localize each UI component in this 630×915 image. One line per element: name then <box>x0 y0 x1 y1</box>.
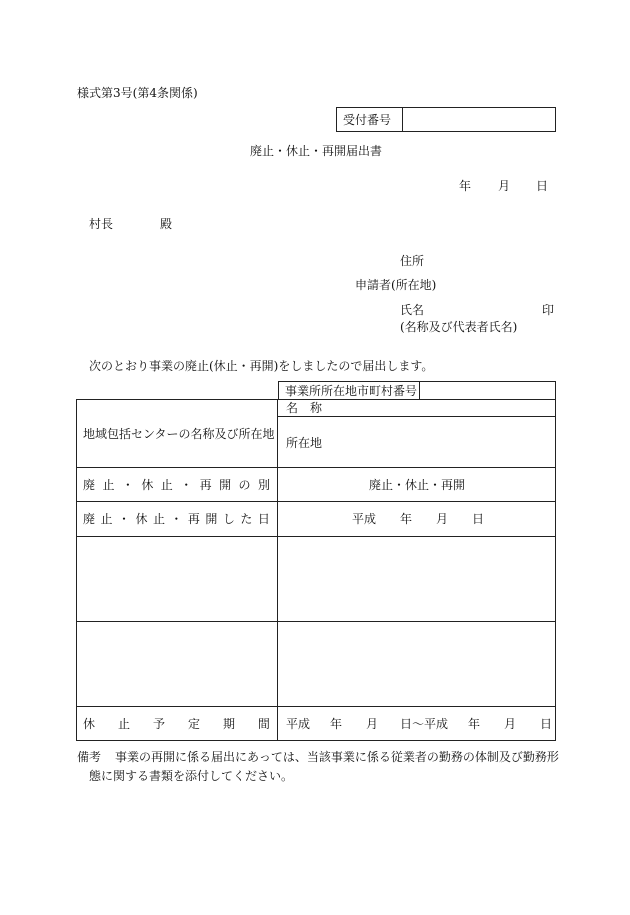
type-label-char: の <box>238 478 251 492</box>
date-label-char: し <box>222 512 235 526</box>
reception-number-box <box>336 107 556 132</box>
date-day[interactable]: 日 <box>472 512 485 526</box>
row-separator-4 <box>76 621 556 622</box>
pause-year-start[interactable]: 年 <box>330 717 343 731</box>
seal-mark: 印 <box>542 303 555 317</box>
type-label-char: 再 <box>199 478 212 492</box>
date-day-label: 日 <box>536 179 549 193</box>
date-label-char: ・ <box>117 512 130 526</box>
remarks-line-2: 態に関する書類を添付してください。 <box>89 769 294 783</box>
pause-label-char: 止 <box>117 717 130 731</box>
pause-label-char: 期 <box>222 717 235 731</box>
date-label-char: 止 <box>100 512 113 526</box>
pause-month-start[interactable]: 月 <box>366 717 379 731</box>
name-row-separator <box>277 416 556 417</box>
type-label-char: ・ <box>121 478 134 492</box>
table-column-divider <box>277 399 278 741</box>
date-label-char: 開 <box>205 512 218 526</box>
pause-label-char: 予 <box>152 717 165 731</box>
center-location-label: 所在地 <box>286 436 323 450</box>
pause-era-start[interactable]: 平成 <box>286 717 311 731</box>
applicant-label: 申請者(所在地) <box>355 278 437 292</box>
remarks-label: 備考 <box>77 750 102 764</box>
reception-number-label: 受付番号 <box>343 113 392 127</box>
name-note: (名称及び代表者氏名) <box>400 320 518 334</box>
date-label-char: 止 <box>152 512 165 526</box>
name-label: 氏名 <box>400 303 425 317</box>
row-separator-3 <box>76 536 556 537</box>
address-label: 住所 <box>400 254 425 268</box>
form-number: 様式第3号(第4条関係) <box>77 86 198 100</box>
date-month[interactable]: 月 <box>436 512 449 526</box>
pause-year-end[interactable]: 年 <box>468 717 481 731</box>
row-separator-1 <box>76 467 556 468</box>
date-era[interactable]: 平成 <box>352 512 377 526</box>
pause-day-end[interactable]: 日 <box>540 717 553 731</box>
type-label-char: 廃 <box>83 478 96 492</box>
date-label-char: 廃 <box>83 512 96 526</box>
document-title: 廃止・休止・再開届出書 <box>250 144 383 158</box>
date-label-char: た <box>240 512 253 526</box>
type-label-char: 別 <box>257 478 270 492</box>
row-separator-2 <box>76 501 556 502</box>
date-label-char: 日 <box>257 512 270 526</box>
remarks-line-1: 事業の再開に係る届出にあっては、当該事業に係る従業者の勤務の体制及び勤務形 <box>115 750 559 764</box>
date-label-char: ・ <box>170 512 183 526</box>
type-label-char: 止 <box>102 478 115 492</box>
pause-label-char: 休 <box>83 717 96 731</box>
pause-label <box>83 717 270 731</box>
date-year[interactable]: 年 <box>400 512 413 526</box>
municipality-number-divider <box>419 382 420 399</box>
center-label: 地域包括センターの名称及び所在地 <box>83 427 275 441</box>
municipality-number-box <box>278 381 556 400</box>
date-label <box>83 512 270 526</box>
type-value[interactable]: 廃止・休止・再開 <box>368 478 465 492</box>
pause-label-char: 定 <box>187 717 200 731</box>
type-label <box>83 478 270 492</box>
date-label-char: 再 <box>187 512 200 526</box>
pause-day-start-era-end[interactable]: 日〜平成 <box>400 717 449 731</box>
pause-label-char: 間 <box>257 717 270 731</box>
row-separator-5 <box>76 706 556 707</box>
type-label-char: 止 <box>160 478 173 492</box>
addressee-honorific: 殿 <box>160 217 173 231</box>
addressee: 村長 <box>89 217 114 231</box>
date-month-label: 月 <box>498 179 511 193</box>
date-label-char: 休 <box>135 512 148 526</box>
type-label-char: ・ <box>180 478 193 492</box>
pause-month-end[interactable]: 月 <box>504 717 517 731</box>
center-name-label: 名 称 <box>286 401 323 415</box>
type-label-char: 休 <box>141 478 154 492</box>
reception-number-divider <box>402 108 403 131</box>
main-table <box>76 399 556 741</box>
date-year-label: 年 <box>459 179 472 193</box>
municipality-number-label: 事業所所在地市町村番号 <box>285 384 418 398</box>
type-label-char: 開 <box>219 478 232 492</box>
intro-text: 次のとおり事業の廃止(休止・再開)をしましたので届出します。 <box>89 359 434 373</box>
